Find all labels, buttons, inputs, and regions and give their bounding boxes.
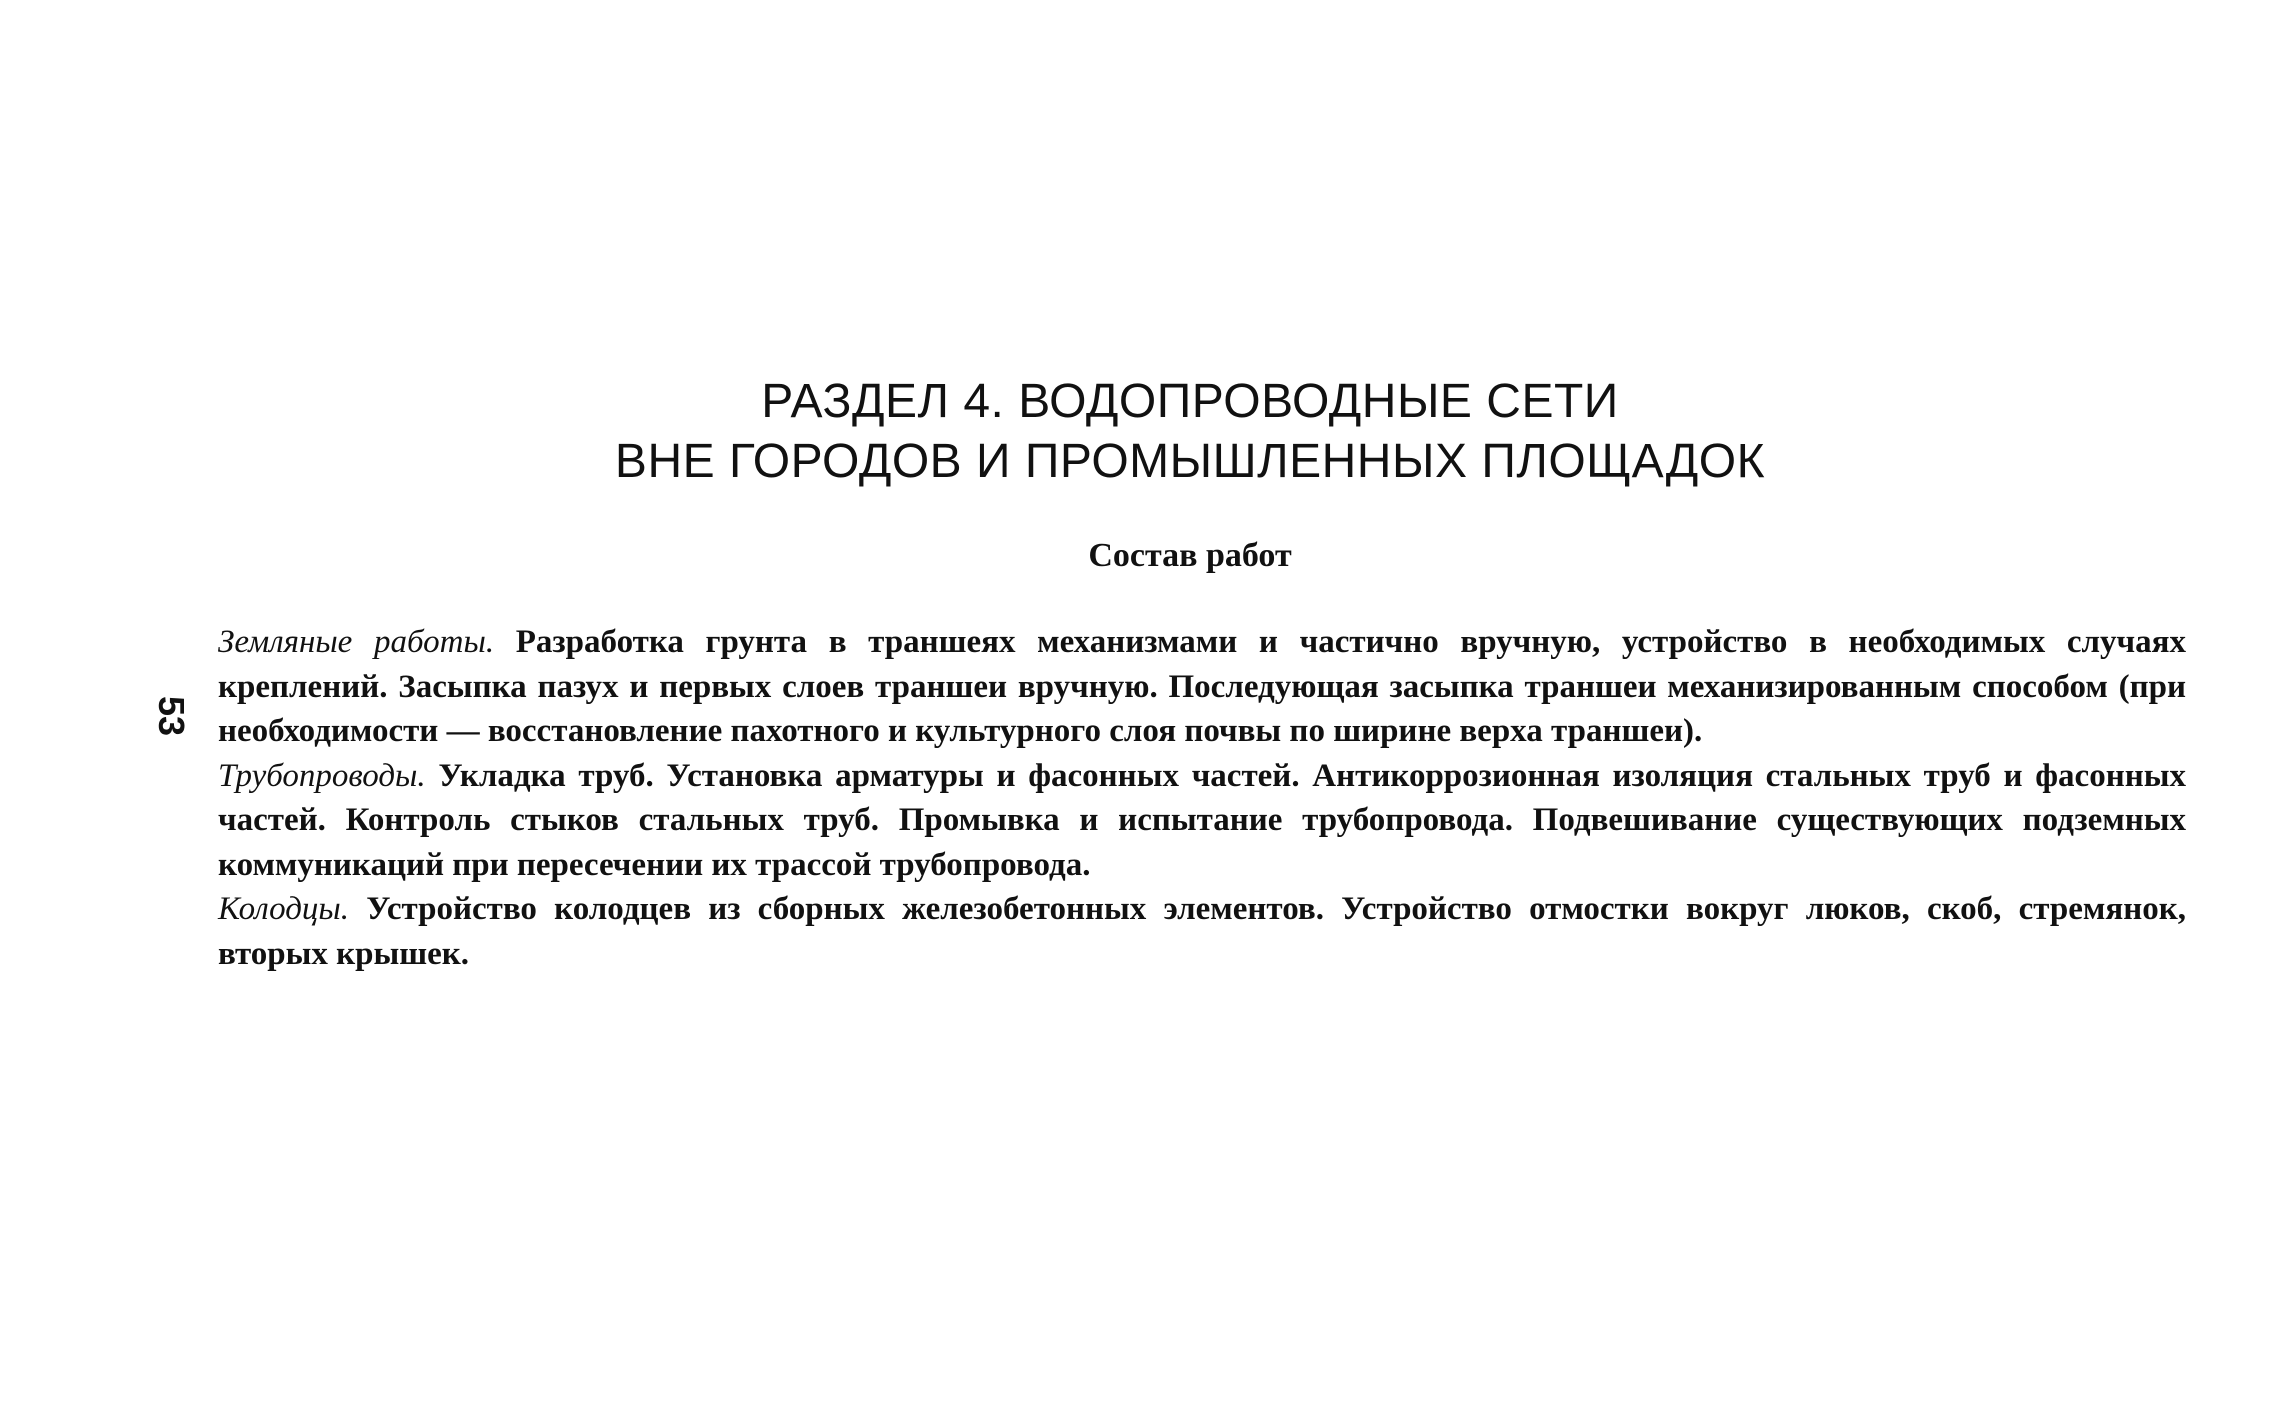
subheading: Состав работ xyxy=(1088,537,1292,574)
section-title-line-1: РАЗДЕЛ 4. ВОДОПРОВОДНЫЕ СЕТИ xyxy=(761,375,1619,428)
paragraph-earthworks xyxy=(218,620,2186,754)
paragraph-text: Укладка труб. Установка арматуры и фасонных частей. Антикоррозионная изоляция стальных труб и фасонных частей. Контроль стыков стальных труб. Промывка и испытание трубопровода. Подвешивание существующих подземных коммуникаций при пересечении их трассой трубопровода. xyxy=(218,757,2186,883)
paragraph-text: Устройство колодцев из сборных железобетонных элементов. Устройство отмостки вокруг люков, скоб, стремянок, вторых крышек. xyxy=(218,891,2186,972)
page-number: 53 xyxy=(151,695,192,737)
paragraph-heading: Трубопроводы. xyxy=(218,757,426,794)
section-title xyxy=(400,372,1980,492)
paragraph-wells xyxy=(218,887,2186,976)
section-title-line-2: ВНЕ ГОРОДОВ И ПРОМЫШЛЕННЫХ ПЛОЩАДОК xyxy=(614,435,1766,488)
work-composition-body xyxy=(218,620,2186,976)
paragraph-heading: Земляные работы. xyxy=(218,624,495,660)
paragraph-text: Разработка грунта в траншеях механизмами и частично вручную, устройство в необходимых случаях креплений. Засыпка пазух и первых слоев траншеи вручную. Последующая засыпка траншеи механизированным способом (при необходимости — восстановление пахотного и культурного слоя почвы по ширине верха траншеи). xyxy=(218,624,2186,749)
paragraph-pipelines xyxy=(218,754,2186,888)
paragraph-heading: Колодцы. xyxy=(218,891,349,927)
